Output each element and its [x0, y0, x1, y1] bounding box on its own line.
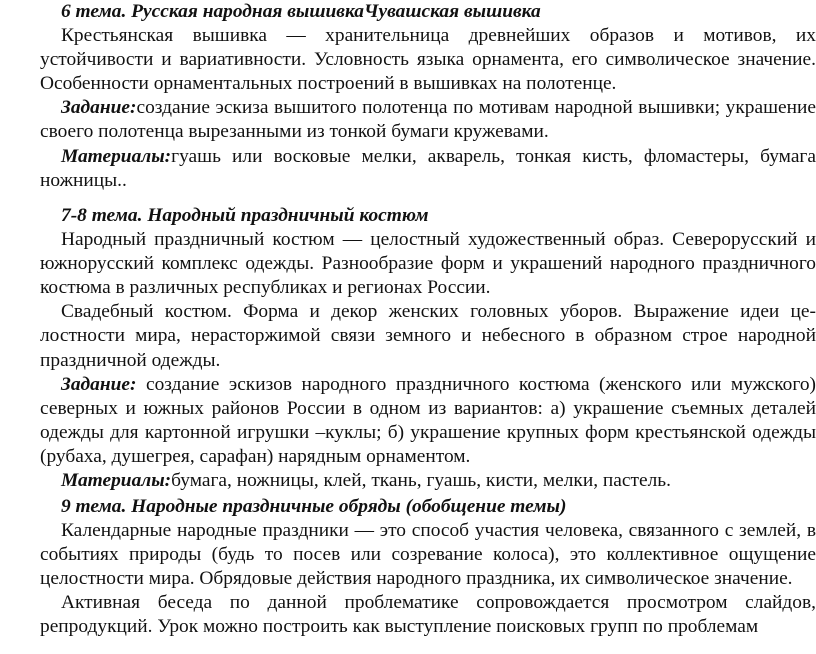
paragraph-materials: [40, 145, 816, 193]
section-heading: 7-8 тема. Народный праздничный костюм: [61, 205, 429, 226]
paragraph-intro: Крестьянская вышивка — хранительница древнейших образов и мотивов, их устойчивости и вариативности. Условность языка орнамента, его символическое значение. Особенности орнаментальных построений в вышивках на полотенце.: [40, 25, 816, 95]
section-heading: 6 тема. Русская народная вышивкаЧувашская вышивка: [61, 1, 541, 22]
section-topic-9: [40, 495, 816, 640]
task-text: создание эскизов народного праздничного костюма (женского или мужского) северных и южных районов России в одном из вариантов: а) украшение съемных деталей одежды для картонной игрушки –куклы; б) украшение крупных форм крестьянской одежды (рубаха, душегрея, сарафан) нарядным орнаментом.: [40, 373, 816, 467]
materials-text: бумага, ножницы, клей, ткань, гуашь, кисти, мелки, пастель.: [171, 470, 671, 492]
paragraph-holidays: Календарные народные праздники — это способ участия человека, связанного с землей, в событиях природы (будь то посев или созревание колоса), это коллективное ощущение целостности мира. Обрядовые действия народного праздника, их символическое значение.: [40, 520, 816, 590]
task-label: Задание:: [61, 97, 137, 119]
paragraph-costume: Народный праздничный костюм — целостный художественный образ. Северорусский и южнорусский комплекс одежды. Разнообразие форм и украшений народного праздничного костюма в различных республиках и регионах России.: [40, 229, 816, 299]
paragraph-task: [40, 96, 816, 144]
paragraph-task: [40, 373, 816, 469]
task-label: Задание:: [61, 373, 137, 395]
paragraph-wedding-costume: Свадебный костюм. Форма и декор женских головных уборов. Выражение идеи це-лостности мира, нерасторжимой связи земного и небесного в образном строе народной праздничной одежды.: [40, 301, 816, 371]
section-topic-7-8: [40, 204, 816, 493]
materials-label: Материалы:: [61, 145, 172, 167]
materials-label: Материалы:: [61, 470, 172, 492]
task-text: создание эскиза вышитого полотенца по мотивам народной вышивки; украшение своего полотенца вырезанными из тонкой бумаги кружевами.: [40, 97, 816, 143]
paragraph-materials: [40, 469, 816, 493]
section-heading: 9 тема. Народные праздничные обряды (обобщение темы): [61, 496, 567, 517]
paragraph-discussion: Активная беседа по данной проблематике сопровождается просмотром слайдов, репродукций. Урок можно построить как выступление поисковых групп по проблемам: [40, 592, 816, 638]
materials-text: гуашь или восковые мелки, акварель, тонкая кисть, фломастеры, бумага ножницы..: [40, 145, 816, 191]
section-topic-6: [40, 0, 816, 193]
